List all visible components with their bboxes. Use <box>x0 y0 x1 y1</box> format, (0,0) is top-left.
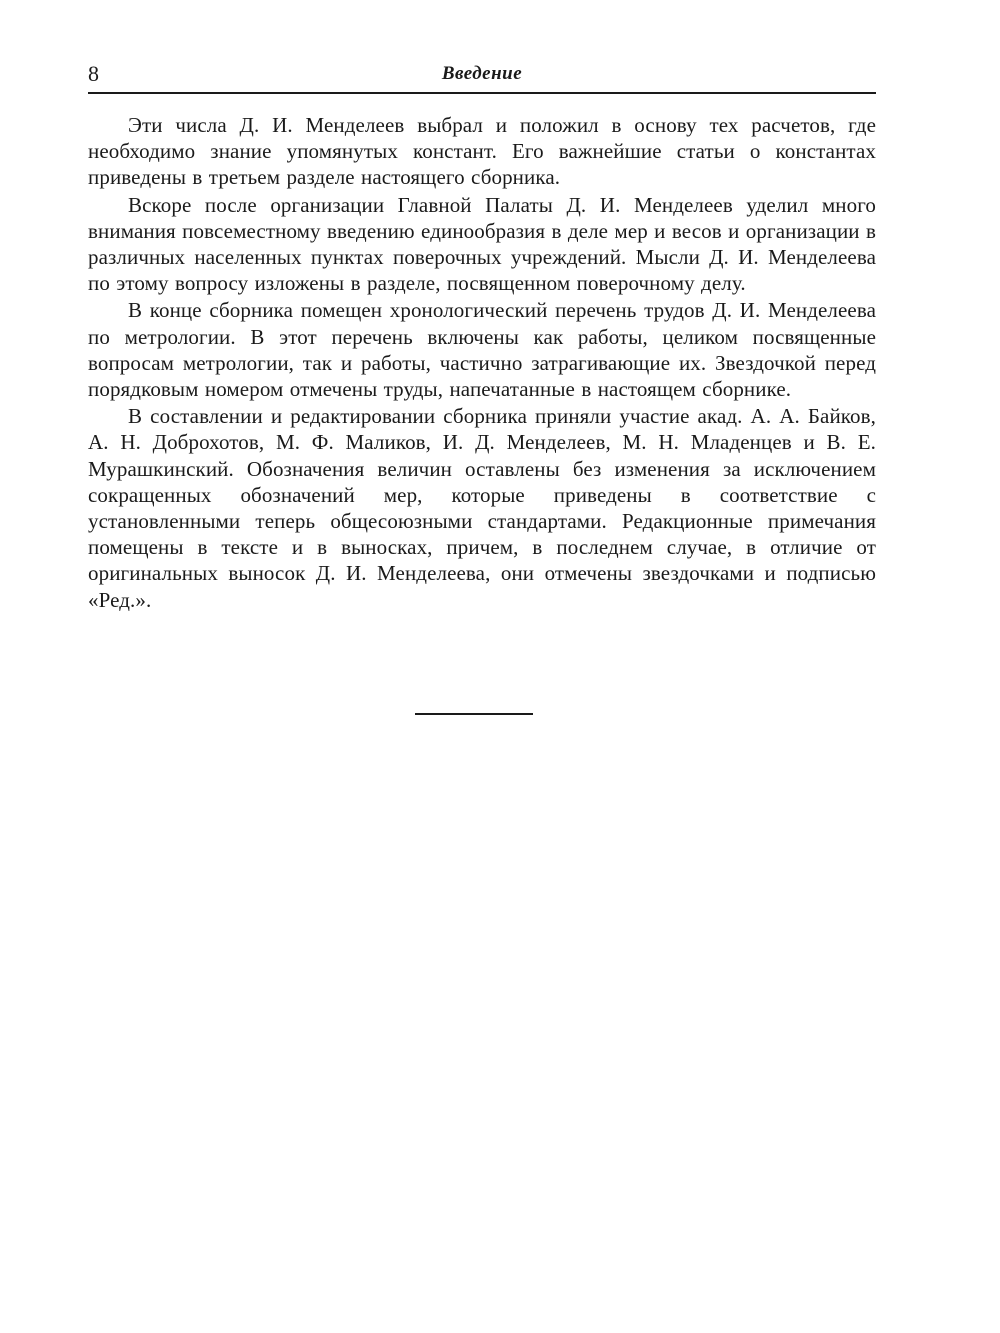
body-text <box>88 112 876 613</box>
running-head-title: Введение <box>441 63 523 84</box>
paragraph-verification: Вскоре после организации Главной Палаты Д. И. Менделеев уделил много внимания повсеместному введению единообразия в деле мер и весов и организации в различных населенных пунктах поверочных учреждений. Мысли Д. И. Менделеева по этому вопросу изложены в разделе, посвященном поверочному делу. <box>88 192 876 296</box>
paragraph-editors: В составлении и редактировании сборника приняли участие акад. А. А. Байков, А. Н. Доброхотов, М. Ф. Маликов, И. Д. Менделеев, М. Н. Младенцев и В. Е. Мурашкинский. Обозначения величин оставлены без изменения за исключением сокращенных обозначений мер, которые приведены в соответствие с установленными теперь общесоюзными стандартами. Редакционные примечания помещены в тексте и в выносках, причем, в последнем случае, в отличие от оригинальных выносок Д. И. Менделеева, они отмечены звездочками и подписью «Ред.». <box>88 404 876 612</box>
header-rule <box>88 92 876 94</box>
paragraph-chronology: В конце сборника помещен хронологический перечень трудов Д. И. Менделеева по метрологии. В этот перечень включены как работы, целиком посвященные вопросам метрологии, так и работы, частично затрагивающие их. Звездочкой перед порядковым номером отмечены труды, напечатанные в настоящем сборнике. <box>88 298 876 402</box>
page-header <box>88 60 876 88</box>
paragraph-constants: Эти числа Д. И. Менделеев выбрал и положил в основу тех расчетов, где необходимо знание упомянутых констант. Его важнейшие статьи о константах приведены в третьем разделе настоящего сборника. <box>88 113 876 190</box>
page-number: 8 <box>88 61 99 86</box>
section-end-rule <box>415 713 533 715</box>
